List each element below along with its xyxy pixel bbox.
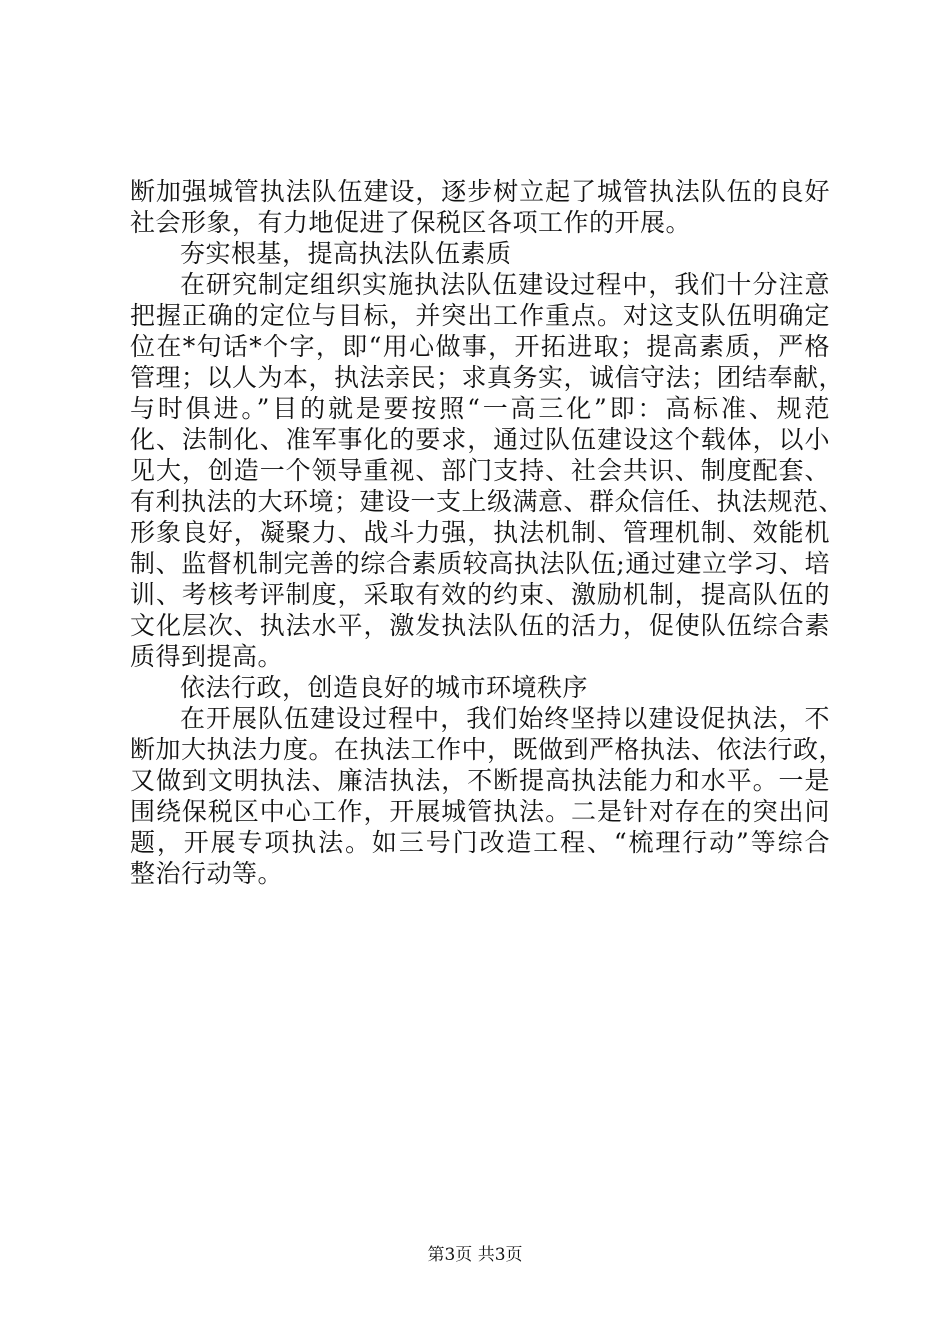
paragraph-line: 断加大执法力度。在执法工作中，既做到严格执法、依法行政， [130,735,845,764]
paragraph-line: 化、法制化、准军事化的要求，通过队伍建设这个载体，以小 [130,425,830,454]
section-heading: 夯实根基，提高执法队伍素质 [180,239,512,268]
paragraph-line: 位在*句话*个字，即“用心做事，开拓进取；提高素质，严格 [130,332,830,361]
document-body [130,176,845,889]
paragraph-line: 训、考核考评制度，采取有效的约束、激励机制，提高队伍的 [130,580,830,609]
paragraph-line: 把握正确的定位与目标，并突出工作重点。对这支队伍明确定 [130,301,830,330]
paragraph-line: 与时俱进。”目的就是要按照“一高三化”即：高标准、规范 [130,394,830,423]
paragraph-line: 制、监督机制完善的综合素质较高执法队伍;通过建立学习、培 [130,549,830,578]
paragraph-line: 题，开展专项执法。如三号门改造工程、“梳理行动”等综合 [130,828,830,857]
paragraph-line: 质得到提高。 [130,642,284,671]
page-number-footer: 第3页 共3页 [427,1245,523,1265]
paragraph-line: 形象良好，凝聚力、战斗力强，执法机制、管理机制、效能机 [130,518,830,547]
paragraph-line: 文化层次、执法水平，激发执法队伍的活力，促使队伍综合素 [130,611,830,640]
paragraph-line: 整治行动等。 [130,859,284,888]
paragraph-line: 社会形象，有力地促进了保税区各项工作的开展。 [130,208,692,237]
paragraph-line: 断加强城管执法队伍建设，逐步树立起了城管执法队伍的良好 [130,177,830,206]
paragraph-line: 在研究制定组织实施执法队伍建设过程中，我们十分注意 [180,270,830,299]
paragraph-line: 有利执法的大环境；建设一支上级满意、群众信任、执法规范、 [130,487,845,516]
paragraph-line: 见大，创造一个领导重视、部门支持、社会共识、制度配套、 [130,456,830,485]
paragraph-line: 管理；以人为本，执法亲民；求真务实，诚信守法；团结奉献， [130,363,845,392]
paragraph-line: 又做到文明执法、廉洁执法，不断提高执法能力和水平。一是 [130,766,830,795]
paragraph-line: 围绕保税区中心工作，开展城管执法。二是针对存在的突出问 [130,797,830,826]
paragraph-line: 在开展队伍建设过程中，我们始终坚持以建设促执法，不 [180,704,830,733]
section-heading: 依法行政，创造良好的城市环境秩序 [180,673,589,702]
